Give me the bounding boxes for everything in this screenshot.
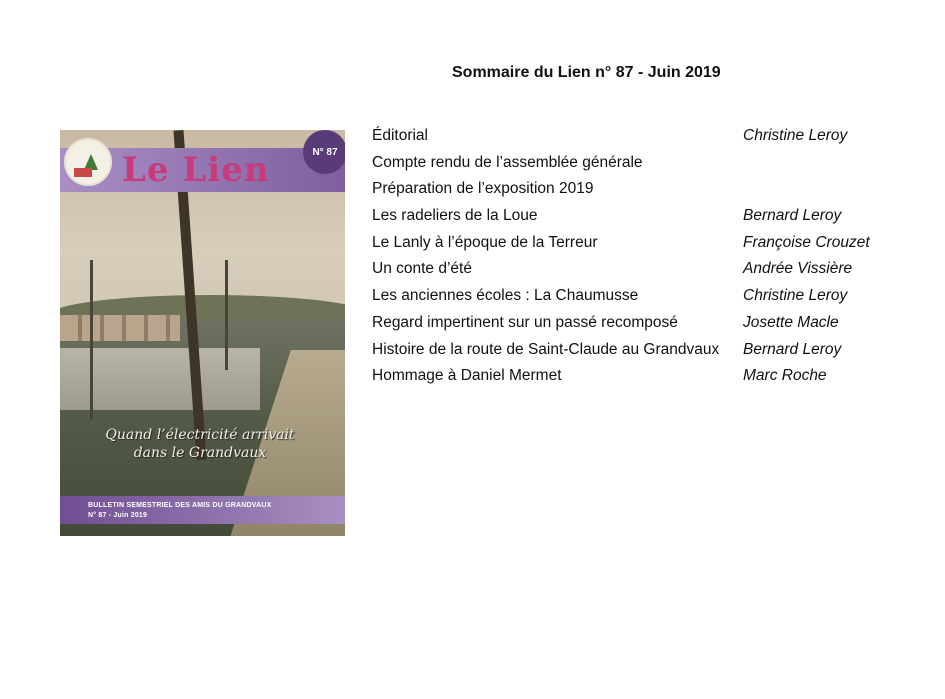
magazine-cover bbox=[60, 130, 345, 536]
toc-author: Andrée Vissière bbox=[743, 260, 853, 278]
toc-row bbox=[372, 153, 932, 180]
toc-row bbox=[372, 286, 932, 313]
cover-tagline bbox=[100, 426, 300, 462]
toc-title: Les radeliers de la Loue bbox=[372, 207, 538, 225]
toc-author: Bernard Leroy bbox=[743, 340, 842, 358]
toc-title: Le Lanly à l’époque de la Terreur bbox=[372, 233, 598, 251]
toc-row bbox=[372, 179, 932, 206]
cover-village bbox=[60, 315, 180, 341]
toc-row bbox=[372, 366, 932, 393]
cover-pole bbox=[225, 260, 228, 370]
toc-row bbox=[372, 233, 932, 260]
toc-title: Hommage à Daniel Mermet bbox=[372, 367, 562, 385]
cover-pole bbox=[90, 260, 93, 420]
cover-footer-line1: BULLETIN SEMESTRIEL DES AMIS DU GRANDVAUX bbox=[88, 502, 272, 509]
toc-title: Préparation de l’exposition 2019 bbox=[372, 180, 594, 198]
toc-row bbox=[372, 126, 932, 153]
toc-row bbox=[372, 313, 932, 340]
toc-title: Regard impertinent sur un passé recomposé bbox=[372, 313, 678, 331]
toc-row bbox=[372, 206, 932, 233]
toc-title: Histoire de la route de Saint-Claude au Grandvaux bbox=[372, 340, 720, 358]
logo-icon bbox=[64, 138, 112, 186]
toc-author: Françoise Crouzet bbox=[743, 233, 870, 251]
cover-footer-line2: N° 87 - Juin 2019 bbox=[88, 512, 148, 519]
table-of-contents bbox=[372, 126, 932, 393]
house-icon bbox=[74, 168, 92, 177]
cover-tagline-line2: dans le Grandvaux bbox=[133, 445, 267, 461]
toc-row bbox=[372, 259, 932, 286]
magazine-title: Le Lien bbox=[122, 150, 270, 190]
cover-tagline-line1: Quand l’électricité arrivait bbox=[105, 427, 295, 443]
toc-title: Un conte d’été bbox=[372, 260, 472, 278]
toc-author: Marc Roche bbox=[743, 367, 827, 385]
cover-footer-band bbox=[60, 496, 345, 524]
toc-title: Les anciennes écoles : La Chaumusse bbox=[372, 287, 639, 305]
toc-author: Christine Leroy bbox=[743, 287, 848, 305]
toc-author: Bernard Leroy bbox=[743, 207, 842, 225]
toc-title: Éditorial bbox=[372, 127, 428, 144]
issue-badge: N° 87 bbox=[303, 130, 345, 174]
toc-author: Josette Macle bbox=[743, 313, 839, 331]
toc-title: Compte rendu de l’assemblée générale bbox=[372, 153, 643, 171]
toc-author: Christine Leroy bbox=[743, 127, 848, 144]
page-title: Sommaire du Lien n° 87 - Juin 2019 bbox=[452, 64, 721, 81]
toc-row bbox=[372, 340, 932, 367]
